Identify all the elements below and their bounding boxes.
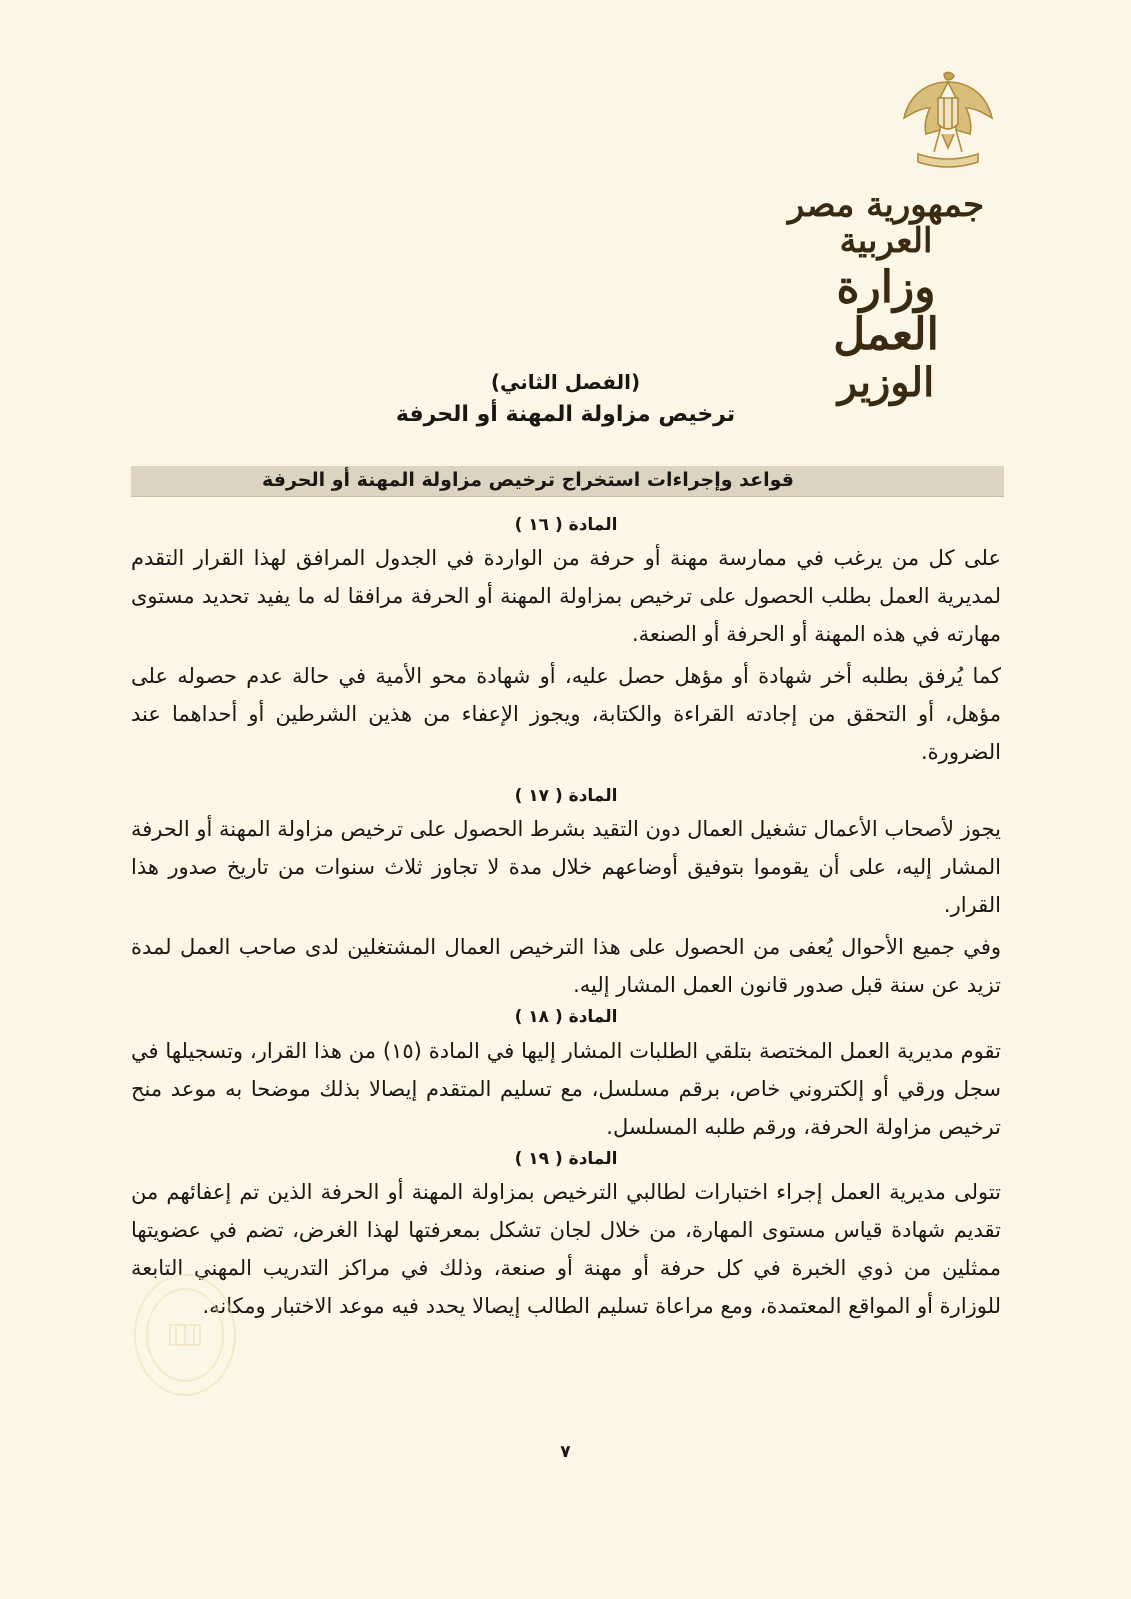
article-paragraph: يجوز لأصحاب الأعمال تشغيل العمال دون التقيد بشرط الحصول على ترخيص مزاولة المهنة أو الحرفة المشار إليه، على أن يقوموا بتوفيق أوضاعهم خلال مدة لا تجاوز ثلاث سنوات من تاريخ صدور هذا القرار.	[130, 817, 1001, 918]
chapter-heading	[0, 370, 1131, 427]
article-paragraph: وفي جميع الأحوال يُعفى من الحصول على هذا الترخيص العمال المشتغلين لدى صاحب العمل لمدة تزيد عن سنة قبل صدور قانون العمل المشار إليه.	[131, 935, 1001, 998]
article-paragraph: تتولى مديرية العمل إجراء اختبارات لطالبي الترخيص بمزاولة المهنة أو الحرفة الذين تم إعفائهم من تقديم شهادة قياس مستوى المهارة، من خلال لجان تشكل بمعرفتها لهذا الغرض، تضم في عضويتها ممثلين من ذوي الخبرة في كل حرفة أو مهنة أو صنعة، وذلك في مراكز التدريب المهني التابعة للوزارة أو المواقع المعتمدة، ومع مراعاة تسليم الطالب إيصالا يحدد فيه موعد الاختبار ومكانه.	[131, 1179, 1001, 1318]
seal-watermark-icon	[130, 1270, 240, 1400]
articles-body	[131, 512, 1001, 1325]
eagle-emblem-icon	[900, 68, 996, 178]
letterhead-minister: الوزير	[837, 358, 935, 406]
article-19	[131, 1146, 1001, 1325]
article-16	[131, 512, 1001, 771]
chapter-title: ترخيص مزاولة المهنة أو الحرفة	[395, 402, 736, 427]
section-banner-title: قواعد وإجراءات استخراج ترخيص مزاولة المهنة أو الحرفة	[262, 469, 794, 491]
article-17	[131, 783, 1001, 1004]
letterhead-country: جمهورية مصر العربية	[787, 185, 985, 261]
page-number: ٧	[560, 1442, 571, 1462]
section-banner	[131, 466, 1004, 497]
article-paragraph: على كل من يرغب في ممارسة مهنة أو حرفة من الواردة في الجدول المرافق لهذا القرار التقدم لمديرية العمل بطلب الحصول على ترخيص بمزاولة المهنة أو الحرفة مرافقا له ما يفيد تحديد مستوى مهارته في هذه المهنة أو الحرفة أو الصنعة.	[131, 546, 1001, 647]
article-heading: المادة ( ١٧ )	[514, 786, 618, 807]
article-paragraph: تقوم مديرية العمل المختصة بتلقي الطلبات المشار إليها في المادة (١٥) من هذا القرار، وتسجيلها في سجل ورقي أو إلكتروني خاص، برقم مسلسل، مع تسليم المتقدم إيصالا بذلك موضحا به موعد منح ترخيص مزاولة الحرفة، ورقم طلبه المسلسل.	[131, 1038, 1001, 1139]
letterhead-ministry: وزارة العمل	[833, 262, 939, 360]
article-heading: المادة ( ١٦ )	[514, 515, 618, 535]
article-paragraph: كما يُرفق بطلبه أخر شهادة أو مؤهل حصل عليه، أو شهادة محو الأمية في حالة عدم حصوله على مؤهل، أو التحقق من إجادته القراءة والكتابة، ويجوز الإعفاء من هذين الشرطين أو أحداهما عند الضرورة.	[131, 664, 1001, 765]
article-18	[131, 1004, 1001, 1145]
article-heading: المادة ( ١٨ )	[514, 1007, 618, 1028]
article-heading: المادة ( ١٩ )	[514, 1148, 618, 1169]
chapter-label: (الفصل الثاني)	[490, 370, 641, 394]
